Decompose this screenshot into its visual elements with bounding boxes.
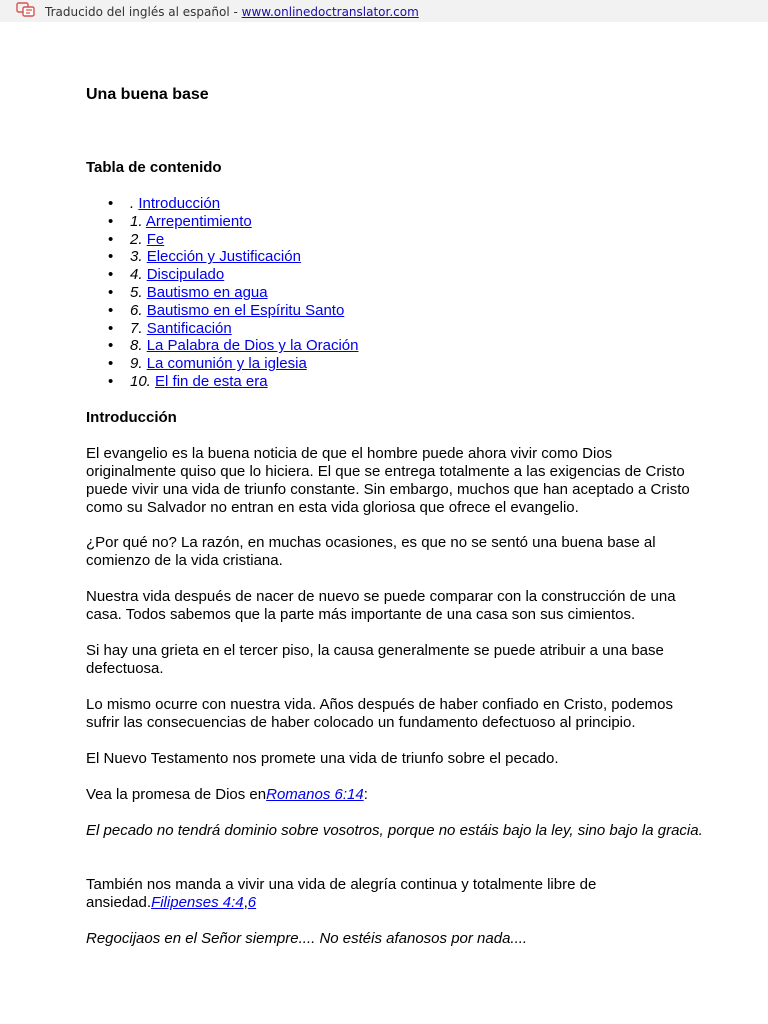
reference-prefix: También nos manda a vivir una vida de alegría continua y totalmente libre de ansiedad. [86, 876, 597, 911]
toc-item-link[interactable]: Fe [146, 230, 165, 248]
toc-item-number: 4. [130, 266, 143, 284]
toc-item [86, 231, 358, 249]
bullet-icon: • [108, 301, 114, 319]
toc-item-number: 9. [130, 355, 143, 373]
reference-prefix: Vea la promesa de Dios en [86, 786, 267, 803]
paragraph-with-reference [86, 876, 706, 912]
bullet-icon: • [108, 319, 114, 337]
banner-text: Traducido del inglés al español - www.onlinedoctranslator.com [45, 5, 419, 19]
bullet-icon: • [108, 355, 114, 373]
toc-item-number: 6. [130, 301, 143, 319]
document-title: Una buena base [86, 86, 209, 103]
toc-item-link[interactable]: Elección y Justificación [146, 248, 301, 266]
toc-item [86, 248, 358, 266]
toc-item [86, 213, 358, 231]
paragraph: ¿Por qué no? La razón, en muchas ocasiones, es que no se sentó una buena base al comienzo de la vida cristiana. [86, 534, 656, 569]
toc-item-number: . [130, 195, 135, 212]
translator-logo-icon [16, 2, 36, 18]
table-of-contents [86, 195, 358, 391]
toc-item [86, 284, 358, 302]
toc-item [86, 302, 358, 320]
paragraph: Lo mismo ocurre con nuestra vida. Años después de haber confiado en Cristo, podemos sufrir las consecuencias de haber colocado un fundamento defectuoso al principio. [86, 696, 674, 731]
paragraph: Nuestra vida después de nacer de nuevo se puede comparar con la construcción de una casa. Todos sabemos que la parte más importante de una casa son sus cimientos. [86, 588, 676, 623]
scripture-link-verse-6[interactable]: 6 [247, 894, 257, 911]
scripture-quote: Regocijaos en el Señor siempre.... No estéis afanosos por nada.... [86, 930, 528, 947]
bullet-icon: • [108, 230, 114, 248]
bullet-icon: • [108, 337, 114, 355]
toc-item [86, 266, 358, 284]
bullet-icon: • [108, 283, 114, 301]
toc-item [86, 355, 358, 373]
scripture-quote: El pecado no tendrá dominio sobre vosotros, porque no estáis bajo la ley, sino bajo la gracia. [86, 822, 703, 839]
intro-heading: Introducción [86, 409, 177, 426]
toc-item-link[interactable]: Introducción [138, 195, 221, 212]
translator-link[interactable]: www.onlinedoctranslator.com [241, 5, 419, 19]
toc-item-link[interactable]: El fin de esta era [155, 372, 268, 390]
toc-item [86, 337, 358, 355]
toc-item [86, 195, 358, 213]
reference-suffix: : [363, 786, 368, 803]
toc-item-number: 10. [130, 372, 151, 390]
toc-item-number: 7. [130, 319, 143, 337]
paragraph: El evangelio es la buena noticia de que el hombre puede ahora vivir como Dios originalmente quiso que lo hiciera. El que se entrega totalmente a las exigencias de Cristo puede vivir una vida de triunfo constante. Sin embargo, muchos que han aceptado a Cristo como su Salvador no entran en esta vida gloriosa que ofrece el evangelio. [86, 445, 690, 516]
toc-item-number: 8. [130, 337, 143, 355]
paragraph-with-reference [86, 786, 706, 804]
bullet-icon: • [108, 195, 114, 212]
toc-item-link[interactable]: La Palabra de Dios y la Oración [146, 337, 359, 355]
toc-item-number: 5. [130, 283, 143, 301]
toc-item [86, 373, 358, 391]
bullet-icon: • [108, 212, 114, 230]
toc-item-link[interactable]: La comunión y la iglesia [146, 355, 307, 373]
toc-item-link[interactable]: Discipulado [146, 266, 225, 284]
toc-item [86, 320, 358, 338]
reference-separator: , [243, 894, 248, 911]
toc-item-link[interactable]: Bautismo en agua [146, 283, 268, 301]
toc-item-number: 3. [130, 248, 143, 266]
scripture-link-romanos[interactable]: Romanos 6:14 [266, 786, 364, 803]
translation-banner [0, 0, 768, 22]
toc-item-number: 1. [130, 212, 143, 230]
toc-item-number: 2. [130, 230, 143, 248]
toc-item-link[interactable]: Bautismo en el Espíritu Santo [146, 301, 345, 319]
scripture-link-filipenses[interactable]: Filipenses 4:4 [151, 894, 244, 911]
paragraph: El Nuevo Testamento nos promete una vida de triunfo sobre el pecado. [86, 750, 559, 767]
bullet-icon: • [108, 248, 114, 266]
bullet-icon: • [108, 266, 114, 284]
paragraph: Si hay una grieta en el tercer piso, la causa generalmente se puede atribuir a una base defectuosa. [86, 642, 664, 677]
toc-item-link[interactable]: Arrepentimiento [145, 212, 252, 230]
toc-heading: Tabla de contenido [86, 159, 222, 176]
bullet-icon: • [108, 372, 114, 390]
toc-item-link[interactable]: Santificación [146, 319, 232, 337]
